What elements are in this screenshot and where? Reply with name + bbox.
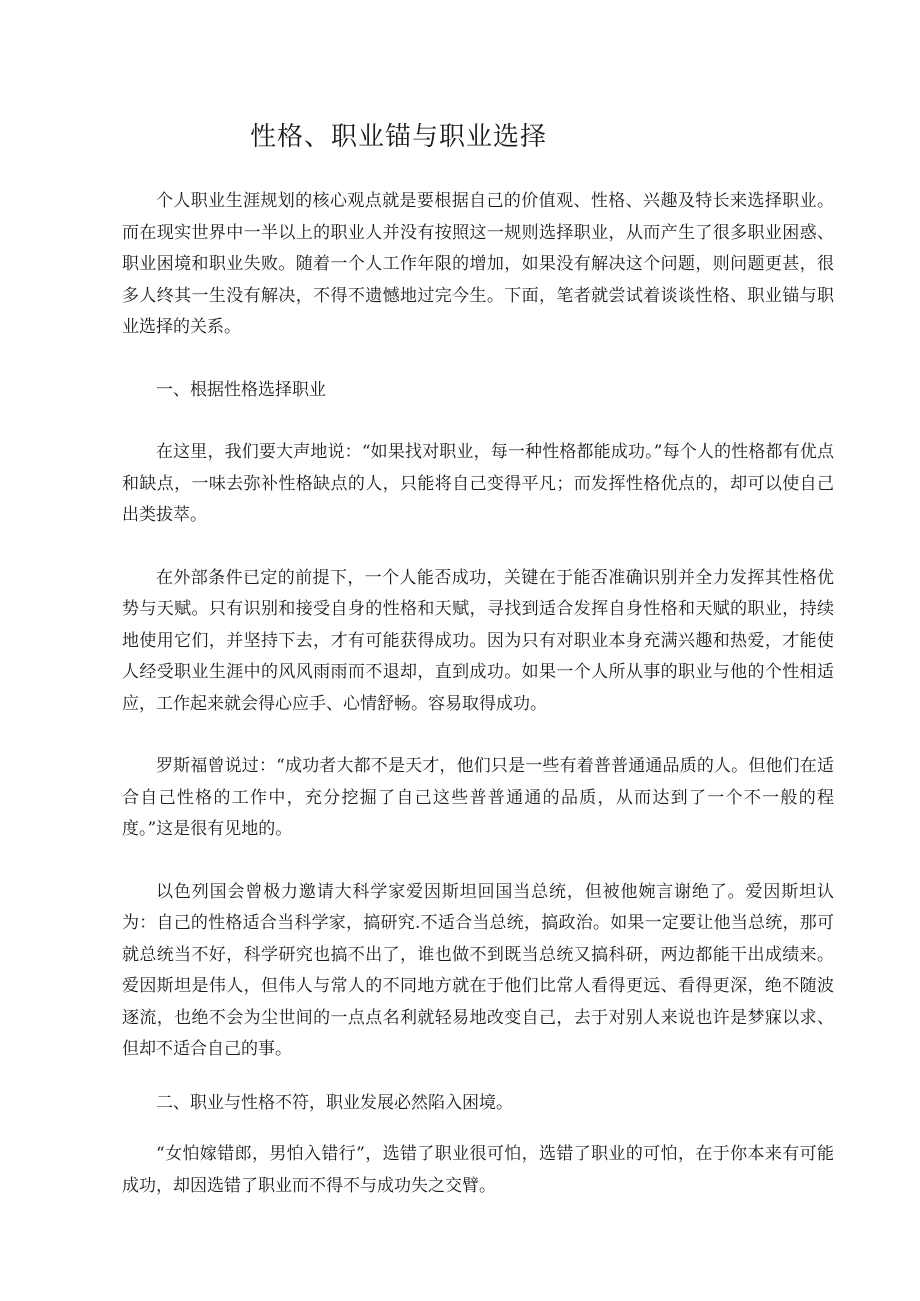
section-heading-2: 二、职业与性格不符，职业发展必然陷入困境。: [156, 1092, 513, 1113]
document-body: [122, 186, 834, 1233]
section1-paragraph-2: 在外部条件已定的前提下，一个人能否成功，关键在于能否准确识别并全力发挥其性格优势与天赋。只有识别和接受自身的性格和天赋，寻找到适合发挥自身性格和天赋的职业，持续地使用它们，并坚持下去，才有可能获得成功。因为只有对职业本身充满兴趣和热爱，才能使人经受职业生涯中的风风雨雨而不退却，直到成功。如果一个人所从事的职业与他的个性相适应，工作起来就会得心应手、心情舒畅。容易取得成功。: [122, 567, 834, 714]
intro-paragraph: 个人职业生涯规划的核心观点就是要根据自己的价值观、性格、兴趣及特长来选择职业。而在现实世界中一半以上的职业人并没有按照这一规则选择职业，从而产生了很多职业困惑、职业困境和职业失败。随着一个人工作年限的增加，如果没有解决这个问题，则问题更甚，很多人终其一生没有解决，不得不遗憾地过完今生。下面，笔者就尝试着谈谈性格、职业锚与职业选择的关系。: [122, 191, 834, 337]
section1-paragraph-4: 以色列国会曾极力邀请大科学家爱因斯坦回国当总统，但被他婉言谢绝了。爱因斯坦认为：自己的性格适合当科学家，搞研究.不适合当总统，搞政治。如果一定要让他当总统，那可就总统当不好，科学研究也搞不出了，谁也做不到既当总统又搞科研，两边都能干出成绩来。爱因斯坦是伟人，但伟人与常人的不同地方就在于他们比常人看得更远、看得更深，绝不随波逐流，也绝不会为尘世间的一点点名利就轻易地改变自己，去于对别人来说也许是梦寐以求、但却不适合自己的事。: [122, 881, 834, 1059]
section1-paragraph-3: 罗斯福曾说过：“成功者大都不是天才，他们只是一些有着普普通通品质的人。但他们在适合自己性格的工作中，充分挖掘了自己这些普普通通的品质，从而达到了一个不一般的程度。”这是很有见地的。: [122, 756, 834, 839]
section1-paragraph-1: 在这里，我们要大声地说：“如果找对职业，每一种性格都能成功。”每个人的性格都有优点和缺点，一味去弥补性格缺点的人，只能将自己变得平凡；而发挥性格优点的，却可以使自己出类拔萃。: [122, 442, 834, 525]
page-title: 性格、职业锚与职业选择: [250, 122, 548, 152]
section-heading-1: 一、根据性格选择职业: [156, 379, 326, 400]
section2-paragraph-1: “女怕嫁错郎，男怕入错行”，选错了职业很可怕，选错了职业的可怕，在于你本来有可能成功，却因选错了职业而不得不与成功失之交臂。: [122, 1144, 834, 1196]
